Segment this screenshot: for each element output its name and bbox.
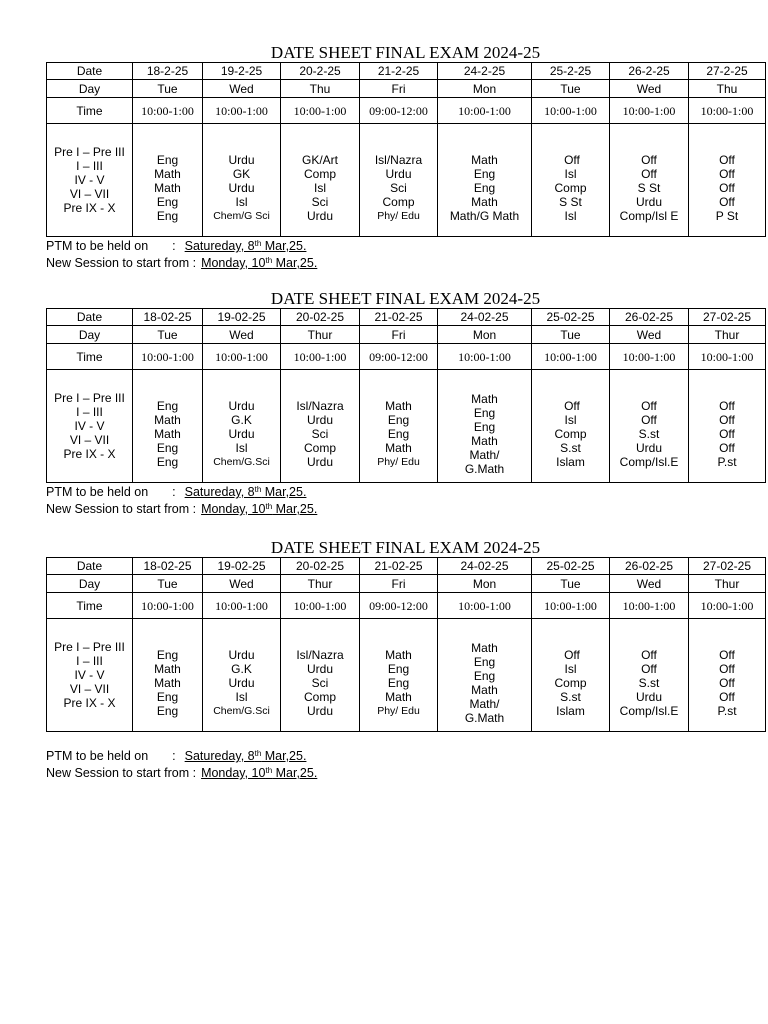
class-name: Pre IX - X — [63, 696, 116, 710]
subject-cell — [133, 124, 203, 237]
subject-cell — [133, 370, 203, 483]
subject-cell — [610, 124, 689, 237]
time-row — [47, 98, 766, 124]
subject-name: Islam — [556, 454, 585, 469]
date-cell: 19-02-25 — [203, 309, 281, 326]
day-cell: Wed — [610, 575, 689, 593]
date-label: Date — [47, 309, 133, 326]
time-cell: 10:00-1:00 — [689, 344, 766, 370]
subject-name: P St — [715, 208, 739, 223]
time-cell: 10:00-1:00 — [532, 98, 610, 124]
date-cell: 24-02-25 — [438, 558, 532, 575]
day-cell: Thur — [281, 575, 360, 593]
subject-name: Isl — [235, 440, 248, 455]
time-cell: 09:00-12:00 — [360, 593, 438, 619]
subject-name: Off — [719, 661, 735, 676]
time-row — [47, 593, 766, 619]
date-row — [47, 558, 766, 575]
date-cell: 21-2-25 — [360, 63, 438, 80]
subject-name: Urdu — [635, 689, 662, 704]
date-cell: 21-02-25 — [360, 558, 438, 575]
class-name: Pre I – Pre III — [54, 640, 125, 654]
subject-name: Isl — [235, 689, 248, 704]
subject-cell — [360, 124, 438, 237]
subject-name: Off — [719, 180, 735, 195]
day-cell: Thu — [689, 80, 766, 98]
date-cell: 27-2-25 — [689, 63, 766, 80]
ptm-line — [46, 238, 765, 255]
subject-cell — [133, 619, 203, 732]
subject-name: Math — [471, 152, 498, 167]
subject-cell — [438, 619, 532, 732]
subject-name: Sci — [390, 180, 407, 195]
day-label: Day — [47, 575, 133, 593]
date-cell: 26-02-25 — [610, 309, 689, 326]
time-row — [47, 344, 766, 370]
ptm-date: Satureday, 8th Mar,25. — [184, 239, 307, 253]
subject-name: Math — [154, 661, 181, 676]
subject-name: Urdu — [306, 208, 333, 223]
subject-cell — [610, 619, 689, 732]
subject-name: GK/Art — [301, 152, 338, 167]
subject-name: G.Math — [464, 710, 505, 725]
date-cell: 18-2-25 — [133, 63, 203, 80]
day-cell: Wed — [610, 80, 689, 98]
subject-name: Comp/Isl E — [619, 208, 679, 223]
subject-name: Eng — [156, 647, 179, 662]
date-cell: 24-2-25 — [438, 63, 532, 80]
subject-name: Math/ — [469, 447, 500, 462]
subject-name: G.K — [231, 661, 252, 676]
date-row — [47, 309, 766, 326]
class-name: VI – VII — [69, 682, 110, 696]
subject-name: Off — [641, 647, 657, 662]
session-line — [46, 501, 765, 518]
day-cell: Wed — [203, 326, 281, 344]
time-cell: 10:00-1:00 — [203, 593, 281, 619]
class-name: IV - V — [74, 173, 105, 187]
day-cell: Fri — [360, 80, 438, 98]
ptm-date: Satureday, 8th Mar,25. — [184, 485, 307, 499]
subject-name: Urdu — [385, 166, 412, 181]
date-cell: 19-2-25 — [203, 63, 281, 80]
class-name: VI – VII — [69, 187, 110, 201]
subject-name: Off — [641, 412, 657, 427]
subject-name: Comp/Isl.E — [619, 454, 679, 469]
subject-name: GK — [232, 166, 251, 181]
time-cell: 10:00-1:00 — [438, 593, 532, 619]
subject-name: Eng — [473, 166, 496, 181]
time-cell: 10:00-1:00 — [689, 98, 766, 124]
subject-name: Eng — [387, 661, 410, 676]
class-name: Pre IX - X — [63, 447, 116, 461]
subject-name: Off — [641, 152, 657, 167]
subject-name: Math — [385, 689, 412, 704]
sheet-title: DATE SHEET FINAL EXAM 2024-25 — [270, 538, 541, 557]
class-name: IV - V — [74, 419, 105, 433]
day-cell: Tue — [133, 80, 203, 98]
date-cell: 18-02-25 — [133, 309, 203, 326]
subject-name: Comp/Isl.E — [619, 703, 679, 718]
date-cell: 20-02-25 — [281, 309, 360, 326]
time-label: Time — [47, 344, 133, 370]
notes — [46, 484, 765, 518]
subject-name: Phy/ Edu — [377, 209, 420, 222]
date-cell: 27-02-25 — [689, 309, 766, 326]
subject-name: G.Math — [464, 461, 505, 476]
subject-cell — [203, 619, 281, 732]
subject-name: Urdu — [228, 647, 255, 662]
day-cell: Wed — [610, 326, 689, 344]
subject-name: Chem/G Sci — [213, 209, 270, 222]
subject-name: Comp — [303, 440, 336, 455]
subject-name: Eng — [473, 180, 496, 195]
ptm-colon: : — [172, 749, 176, 763]
session-label: New Session to start from : — [46, 502, 197, 516]
time-cell: 10:00-1:00 — [610, 593, 689, 619]
subject-cell — [281, 124, 360, 237]
subject-name: Isl — [564, 166, 577, 181]
time-cell: 10:00-1:00 — [203, 98, 281, 124]
subject-name: Math — [154, 675, 181, 690]
class-name: VI – VII — [69, 433, 110, 447]
subject-name: Eng — [156, 689, 179, 704]
subject-name: S St — [637, 180, 661, 195]
subject-name: Phy/ Edu — [377, 455, 420, 468]
subject-name: Urdu — [228, 426, 255, 441]
day-row — [47, 80, 766, 98]
date-sheet — [46, 44, 765, 272]
subject-name: Off — [564, 152, 580, 167]
subject-name: Eng — [473, 405, 496, 420]
subject-name: Off — [719, 412, 735, 427]
date-cell: 21-02-25 — [360, 309, 438, 326]
subject-name: Eng — [156, 454, 179, 469]
subject-cell — [281, 619, 360, 732]
day-cell: Tue — [532, 326, 610, 344]
subject-name: Urdu — [306, 703, 333, 718]
subject-name: S.st — [560, 689, 581, 704]
time-cell: 10:00-1:00 — [281, 98, 360, 124]
subject-cell — [532, 619, 610, 732]
subject-name: Urdu — [635, 194, 662, 209]
subject-name: Comp — [382, 194, 415, 209]
subject-name: Eng — [156, 703, 179, 718]
day-row — [47, 575, 766, 593]
subjects-row — [47, 124, 766, 237]
time-label: Time — [47, 593, 133, 619]
time-cell: 10:00-1:00 — [281, 344, 360, 370]
subject-name: Math — [385, 398, 412, 413]
subject-name: Off — [719, 675, 735, 690]
day-cell: Thur — [689, 575, 766, 593]
subject-name: Off — [719, 398, 735, 413]
subject-name: Comp — [554, 426, 587, 441]
subject-name: Math — [471, 640, 498, 655]
day-cell: Thur — [281, 326, 360, 344]
subject-cell — [610, 370, 689, 483]
date-cell: 19-02-25 — [203, 558, 281, 575]
subject-name: Off — [719, 152, 735, 167]
day-cell: Mon — [438, 326, 532, 344]
subject-cell — [438, 124, 532, 237]
time-cell: 10:00-1:00 — [133, 593, 203, 619]
day-cell: Tue — [532, 575, 610, 593]
day-cell: Mon — [438, 80, 532, 98]
date-sheet — [46, 290, 765, 518]
class-name: I – III — [76, 159, 103, 173]
subject-name: Off — [719, 440, 735, 455]
day-cell: Fri — [360, 575, 438, 593]
subject-name: Off — [641, 398, 657, 413]
subject-name: Eng — [473, 654, 496, 669]
session-line — [46, 255, 765, 272]
subject-name: Eng — [473, 419, 496, 434]
subject-cell — [689, 124, 766, 237]
subject-name: Isl — [235, 194, 248, 209]
notes — [46, 748, 765, 782]
subject-name: Off — [719, 647, 735, 662]
date-cell: 25-02-25 — [532, 309, 610, 326]
time-cell: 10:00-1:00 — [532, 593, 610, 619]
subject-name: Sci — [311, 675, 329, 690]
day-cell: Thur — [689, 326, 766, 344]
time-cell: 10:00-1:00 — [438, 344, 532, 370]
class-name: Pre IX - X — [63, 201, 116, 215]
time-cell: 10:00-1:00 — [133, 98, 203, 124]
schedule-table — [46, 308, 766, 483]
subject-name: Isl — [564, 208, 577, 223]
date-row — [47, 63, 766, 80]
subject-name: Math — [154, 166, 181, 181]
session-label: New Session to start from : — [46, 766, 197, 780]
subject-name: Sci — [311, 194, 329, 209]
session-date: Monday, 10th Mar,25. — [201, 766, 318, 780]
ptm-label: PTM to be held on — [46, 485, 149, 499]
subject-name: S.st — [638, 426, 660, 441]
subject-cell — [360, 619, 438, 732]
subject-name: Phy/ Edu — [377, 704, 420, 717]
day-cell: Fri — [360, 326, 438, 344]
subject-name: Eng — [156, 194, 179, 209]
day-cell: Wed — [203, 80, 281, 98]
time-cell: 10:00-1:00 — [203, 344, 281, 370]
subject-name: Isl/Nazra — [296, 398, 344, 413]
subject-name: Comp — [303, 166, 336, 181]
subject-cell — [360, 370, 438, 483]
sheet-title: DATE SHEET FINAL EXAM 2024-25 — [270, 43, 541, 62]
subject-cell — [532, 124, 610, 237]
subject-name: Math/G Math — [449, 208, 520, 223]
subject-name: Eng — [473, 668, 496, 683]
subject-name: Eng — [156, 208, 179, 223]
subject-name: Isl — [564, 412, 577, 427]
session-date: Monday, 10th Mar,25. — [201, 502, 318, 516]
subject-name: Eng — [156, 398, 179, 413]
date-cell: 25-02-25 — [532, 558, 610, 575]
subject-name: Off — [564, 398, 580, 413]
time-cell: 10:00-1:00 — [281, 593, 360, 619]
date-cell: 26-02-25 — [610, 558, 689, 575]
time-cell: 10:00-1:00 — [532, 344, 610, 370]
subject-cell — [689, 370, 766, 483]
date-cell: 18-02-25 — [133, 558, 203, 575]
subject-name: Urdu — [228, 398, 255, 413]
date-cell: 27-02-25 — [689, 558, 766, 575]
subject-name: Isl/Nazra — [374, 152, 423, 167]
subject-name: Comp — [554, 675, 587, 690]
ptm-colon: : — [172, 239, 176, 253]
date-cell: 25-2-25 — [532, 63, 610, 80]
ptm-colon: : — [172, 485, 176, 499]
subject-name: Off — [719, 194, 735, 209]
class-list — [47, 370, 133, 483]
day-cell: Thu — [281, 80, 360, 98]
subject-name: S.st — [560, 440, 581, 455]
subject-name: G.K — [231, 412, 252, 427]
subject-name: Urdu — [306, 454, 333, 469]
time-cell: 10:00-1:00 — [610, 344, 689, 370]
subject-name: P.st — [717, 703, 737, 718]
subject-name: Eng — [387, 675, 410, 690]
subject-name: Urdu — [228, 180, 255, 195]
subject-name: Eng — [387, 426, 410, 441]
day-label: Day — [47, 326, 133, 344]
subjects-row — [47, 370, 766, 483]
subject-name: Math — [471, 433, 498, 448]
subject-name: S.st — [638, 675, 660, 690]
subjects-row — [47, 619, 766, 732]
subject-cell — [438, 370, 532, 483]
subject-name: S St — [559, 194, 582, 209]
subject-name: Math — [471, 194, 498, 209]
subject-name: Eng — [156, 152, 179, 167]
subject-cell — [203, 370, 281, 483]
date-label: Date — [47, 558, 133, 575]
notes — [46, 238, 765, 272]
date-cell: 26-2-25 — [610, 63, 689, 80]
subject-name: Chem/G.Sci — [213, 455, 270, 468]
ptm-line — [46, 748, 765, 765]
date-cell: 24-02-25 — [438, 309, 532, 326]
subject-name: Comp — [303, 689, 336, 704]
subject-name: Comp — [554, 180, 587, 195]
subject-name: Isl — [314, 180, 326, 195]
date-sheet — [46, 539, 765, 782]
day-cell: Tue — [133, 575, 203, 593]
day-label: Day — [47, 80, 133, 98]
subject-name: Off — [564, 647, 580, 662]
subject-name: P.st — [717, 454, 737, 469]
day-cell: Tue — [532, 80, 610, 98]
sheet-title: DATE SHEET FINAL EXAM 2024-25 — [270, 289, 541, 308]
class-name: I – III — [76, 405, 103, 419]
ptm-label: PTM to be held on — [46, 239, 149, 253]
ptm-label: PTM to be held on — [46, 749, 149, 763]
subject-name: Math — [154, 426, 181, 441]
subject-cell — [532, 370, 610, 483]
time-cell: 10:00-1:00 — [133, 344, 203, 370]
subject-name: Off — [641, 661, 657, 676]
subject-name: Urdu — [228, 675, 255, 690]
subject-name: Islam — [556, 703, 585, 718]
subject-name: Off — [719, 426, 735, 441]
class-name: Pre I – Pre III — [54, 391, 125, 405]
time-cell: 10:00-1:00 — [610, 98, 689, 124]
subject-name: Math — [471, 682, 498, 697]
subject-name: Math — [385, 647, 412, 662]
time-cell: 10:00-1:00 — [438, 98, 532, 124]
subject-name: Math — [154, 180, 181, 195]
subject-cell — [203, 124, 281, 237]
subject-name: Math — [385, 440, 412, 455]
class-name: Pre I – Pre III — [54, 145, 125, 159]
schedule-table — [46, 557, 766, 732]
subject-name: Urdu — [306, 412, 333, 427]
time-cell: 10:00-1:00 — [689, 593, 766, 619]
subject-name: Off — [719, 689, 735, 704]
subject-name: Math — [471, 391, 498, 406]
subject-name: Urdu — [635, 440, 662, 455]
date-label: Date — [47, 63, 133, 80]
subject-name: Sci — [311, 426, 329, 441]
subject-name: Math/ — [469, 696, 500, 711]
subject-cell — [281, 370, 360, 483]
day-cell: Mon — [438, 575, 532, 593]
ptm-line — [46, 484, 765, 501]
session-line — [46, 765, 765, 782]
class-name: I – III — [76, 654, 103, 668]
time-cell: 09:00-12:00 — [360, 344, 438, 370]
subject-name: Isl — [564, 661, 577, 676]
day-cell: Tue — [133, 326, 203, 344]
subject-cell — [689, 619, 766, 732]
subject-name: Urdu — [306, 661, 333, 676]
time-label: Time — [47, 98, 133, 124]
class-list — [47, 619, 133, 732]
subject-name: Urdu — [228, 152, 255, 167]
date-cell: 20-02-25 — [281, 558, 360, 575]
subject-name: Off — [719, 166, 735, 181]
subject-name: Eng — [156, 440, 179, 455]
subject-name: Chem/G.Sci — [213, 704, 270, 717]
session-date: Monday, 10th Mar,25. — [201, 256, 318, 270]
day-row — [47, 326, 766, 344]
date-cell: 20-2-25 — [281, 63, 360, 80]
schedule-table — [46, 62, 766, 237]
ptm-date: Satureday, 8th Mar,25. — [184, 749, 307, 763]
subject-name: Off — [641, 166, 657, 181]
day-cell: Wed — [203, 575, 281, 593]
time-cell: 09:00-12:00 — [360, 98, 438, 124]
session-label: New Session to start from : — [46, 256, 197, 270]
subject-name: Isl/Nazra — [296, 647, 344, 662]
class-name: IV - V — [74, 668, 105, 682]
class-list — [47, 124, 133, 237]
subject-name: Math — [154, 412, 181, 427]
subject-name: Eng — [387, 412, 410, 427]
